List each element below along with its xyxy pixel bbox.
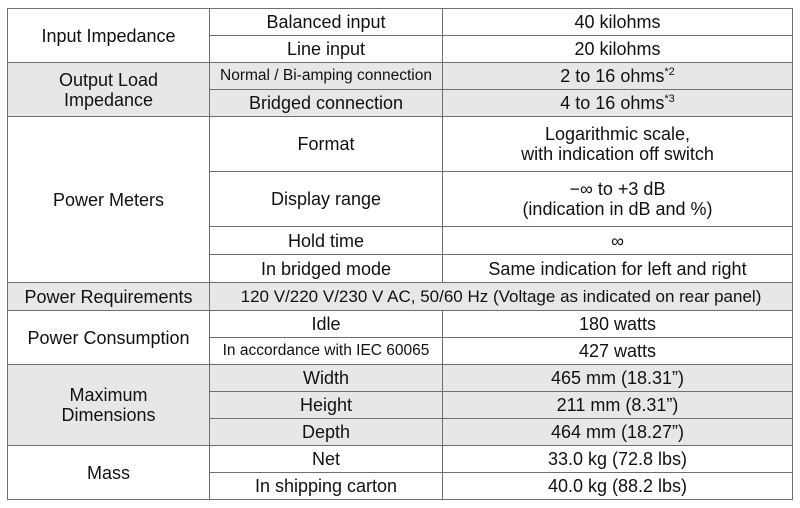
spec-row (8, 446, 793, 473)
spec-item: Display range (210, 172, 443, 227)
cell-text-line: Maximum (69, 385, 148, 405)
value-text: ∞ (611, 230, 624, 251)
cell-text-line: Impedance (63, 89, 154, 110)
cell-text-line: Mass (86, 462, 130, 483)
spec-value (443, 419, 793, 446)
cell-text-line: Power Consumption (27, 327, 190, 348)
cell-text-line: Output Load (58, 69, 159, 90)
spec-table (7, 8, 793, 500)
value-text: 20 kilohms (574, 39, 661, 59)
section-label-maximum-dimensions (8, 365, 210, 446)
spec-item: Depth (210, 419, 443, 446)
spec-table-body (8, 9, 793, 500)
spec-value (443, 9, 793, 36)
value-text: 2 to 16 ohms (560, 66, 665, 86)
cell-text-line: Power Meters (52, 189, 165, 210)
spec-item: Height (210, 392, 443, 419)
value-text: 464 mm (18.27”) (550, 422, 685, 442)
cell-text-line: (indication in dB and %) (522, 199, 713, 219)
section-label-output-load-impedance (8, 63, 210, 117)
spec-value (443, 473, 793, 500)
cell-text-line: Dimensions (61, 405, 156, 425)
section-label-power-requirements (8, 283, 210, 311)
spec-value (443, 392, 793, 419)
cell-text-line: Power Requirements (24, 286, 193, 307)
value-text: Same indication for left and right (488, 258, 747, 279)
section-label-power-consumption (8, 311, 210, 365)
value-text: 180 watts (578, 314, 657, 334)
value-text: 427 watts (578, 341, 657, 361)
spec-item: Bridged connection (210, 90, 443, 117)
cell-text-line: −∞ to +3 dB (569, 179, 666, 199)
spec-value: 120 V/220 V/230 V AC, 50/60 Hz (Voltage as indicated on rear panel) (210, 283, 793, 311)
value-text: 40.0 kg (88.2 lbs) (547, 476, 688, 496)
spec-item: In bridged mode (210, 255, 443, 283)
value-text: 33.0 kg (72.8 lbs) (547, 449, 688, 469)
spec-row (8, 117, 793, 172)
footnote-marker: *2 (664, 66, 675, 78)
value-text: 40 kilohms (574, 12, 661, 32)
spec-item: Idle (210, 311, 443, 338)
spec-value (443, 172, 793, 227)
spec-row (8, 365, 793, 392)
spec-item: Normal / Bi-amping connection (210, 63, 443, 90)
spec-value (443, 227, 793, 255)
spec-value (443, 338, 793, 365)
footnote-marker: *3 (664, 93, 675, 105)
spec-value (443, 446, 793, 473)
spec-item: Line input (210, 36, 443, 63)
spec-item: In shipping carton (210, 473, 443, 500)
spec-row (8, 311, 793, 338)
cell-text-line: Logarithmic scale, (544, 124, 691, 144)
spec-item: In accordance with IEC 60065 (210, 338, 443, 365)
spec-item: Width (210, 365, 443, 392)
spec-item: Net (210, 446, 443, 473)
value-text: 465 mm (18.31”) (550, 368, 685, 388)
value-text: 4 to 16 ohms (560, 93, 665, 113)
value-text: 211 mm (8.31”) (556, 395, 679, 415)
section-label-mass (8, 446, 210, 500)
spec-value (443, 365, 793, 392)
spec-value (443, 63, 793, 90)
spec-item: Format (210, 117, 443, 172)
spec-row (8, 9, 793, 36)
section-label-power-meters (8, 117, 210, 283)
spec-value (443, 117, 793, 172)
spec-row (8, 63, 793, 90)
section-label-input-impedance (8, 9, 210, 63)
spec-value (443, 36, 793, 63)
spec-row (8, 283, 793, 311)
spec-value (443, 90, 793, 117)
cell-text-line: Input Impedance (41, 25, 176, 46)
spec-value (443, 255, 793, 283)
spec-item: Balanced input (210, 9, 443, 36)
spec-value (443, 311, 793, 338)
cell-text-line: with indication off switch (521, 144, 714, 164)
spec-item: Hold time (210, 227, 443, 255)
